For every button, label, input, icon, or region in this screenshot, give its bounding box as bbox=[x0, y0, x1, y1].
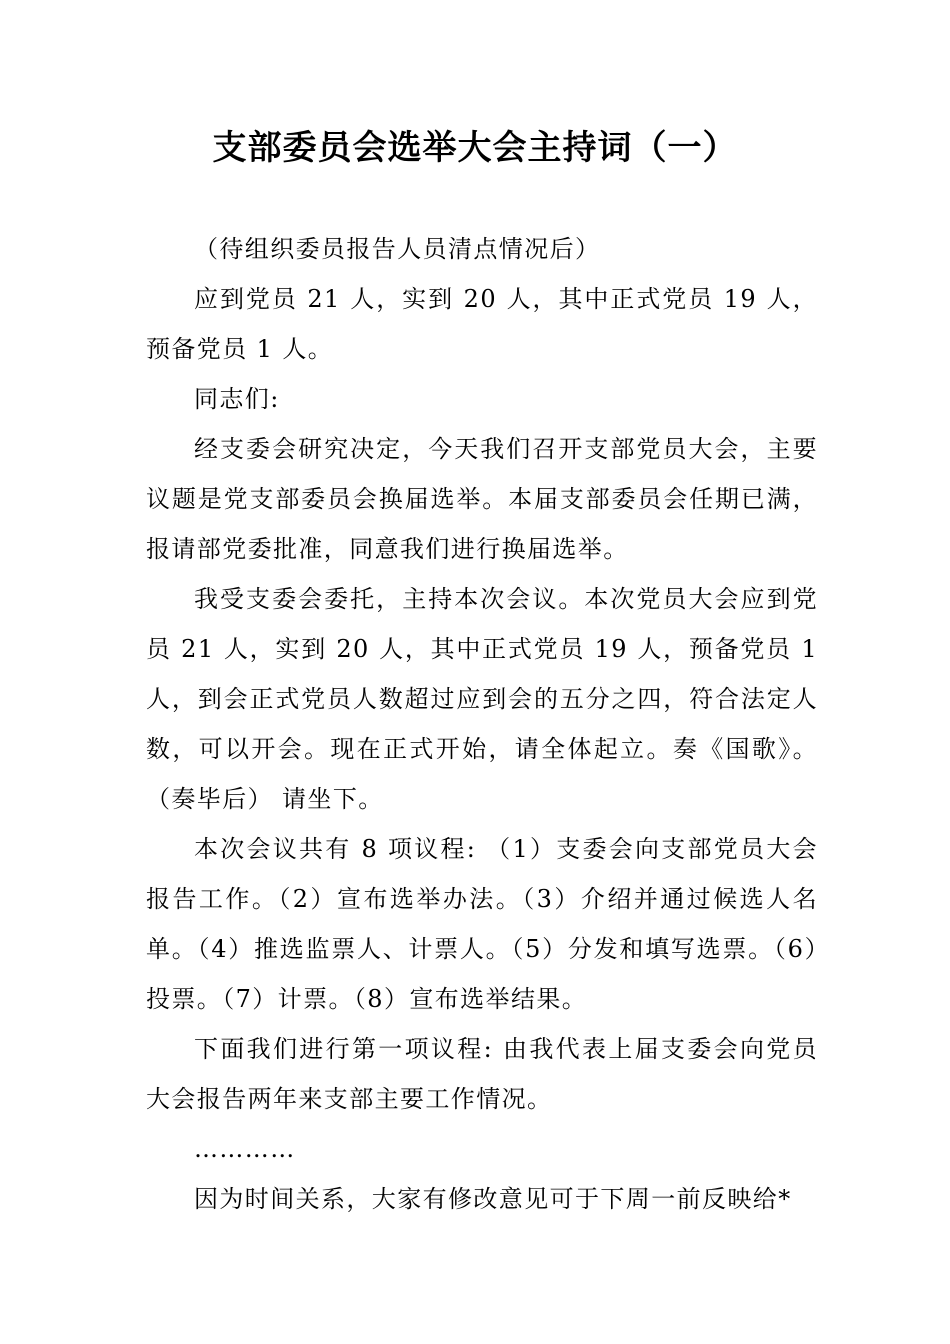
paragraph-agenda: 本次会议共有 8 项议程: （1）支委会向支部党员大会报告工作。（2）宣布选举办法。（3）介绍并通过候选人名单。（4）推选监票人、计票人。（5）分发和填写选票。（6）投票。（7）计票。（8）宣布选举结果。 bbox=[146, 835, 818, 1013]
paragraph-stage-note: （待组织委员报告人员清点情况后） bbox=[194, 235, 601, 263]
paragraph-purpose: 经支委会研究决定，今天我们召开支部党员大会，主要议题是党支部委员会换届选举。本届支部委员会任期已满，报请部党委批准，同意我们进行换届选举。 bbox=[146, 435, 818, 563]
document-body bbox=[146, 224, 818, 1224]
paragraph-attendance: 应到党员 21 人，实到 20 人，其中正式党员 19 人，预备党员 1 人。 bbox=[146, 285, 818, 363]
paragraph-closing: 因为时间关系，大家有修改意见可于下周一前反映给* bbox=[194, 1185, 792, 1213]
document-title: 支部委员会选举大会主持词（一） bbox=[212, 128, 738, 168]
paragraph-first-item: 下面我们进行第一项议程: 由我代表上届支委会向党员大会报告两年来支部主要工作情况。 bbox=[146, 1035, 818, 1113]
paragraph-ellipsis: ………… bbox=[194, 1135, 296, 1163]
paragraph-greeting: 同志们: bbox=[194, 385, 280, 413]
paragraph-opening: 我受支委会委托，主持本次会议。本次党员大会应到党员 21 人，实到 20 人，其中正式党员 19 人，预备党员 1 人，到会正式党员人数超过应到会的五分之四，符合法定人数，可以开会。现在正式开始，请全体起立。奏《国歌》。（奏毕后） 请坐下。 bbox=[146, 585, 818, 813]
